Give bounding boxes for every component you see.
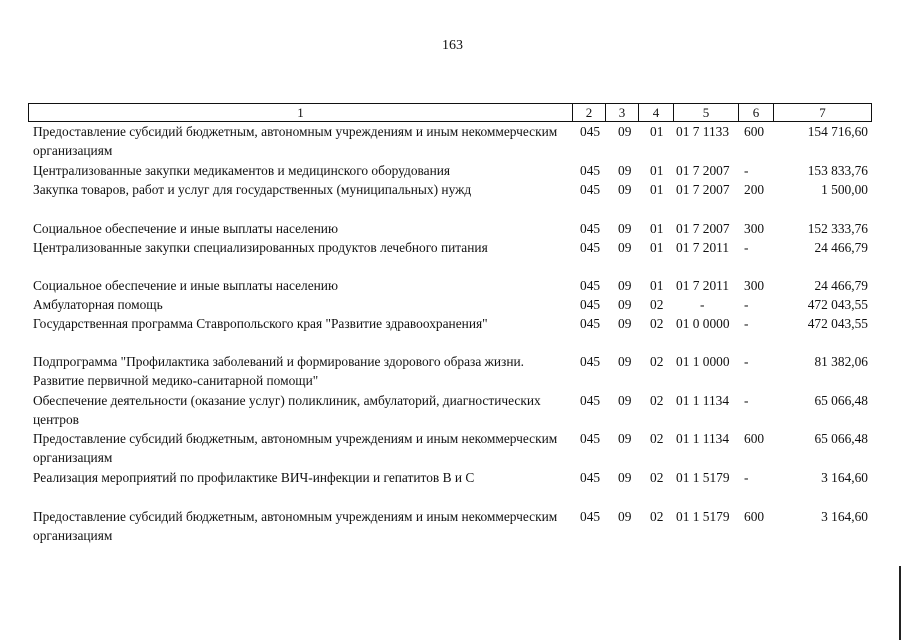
row-col-6: - — [744, 354, 749, 369]
header-col-7: 7 — [819, 105, 826, 120]
row-col-3: 09 — [618, 297, 632, 312]
row-col-2: 045 — [580, 221, 601, 236]
row-col-4: 02 — [650, 354, 664, 369]
row-col-6: - — [744, 240, 749, 255]
row-col-5: 01 7 2007 — [676, 163, 730, 178]
row-col-6: - — [744, 297, 749, 312]
header-col-2: 2 — [573, 104, 606, 121]
header-col-5: 5 — [674, 104, 739, 121]
row-col-6: - — [744, 163, 749, 178]
row-col-5: 01 1 5179 — [676, 470, 730, 485]
row-col-7: 65 066,48 — [814, 431, 868, 446]
row-col-2: 045 — [580, 470, 601, 485]
row-col-4: 02 — [650, 393, 664, 408]
row-col-5: 01 1 0000 — [676, 354, 730, 369]
row-col-5: 01 7 2007 — [676, 182, 730, 197]
row-col-2: 045 — [580, 297, 601, 312]
row-col-7: 3 164,60 — [821, 509, 868, 524]
row-col-3: 09 — [618, 124, 632, 139]
row-col-4: 02 — [650, 297, 664, 312]
header-col-1: 1 — [29, 104, 573, 121]
row-col-7: 472 043,55 — [807, 297, 868, 312]
row-col-2: 045 — [580, 509, 601, 524]
row-col-5: 01 7 2007 — [676, 221, 730, 236]
row-col-7: 24 466,79 — [814, 240, 868, 255]
row-col-3: 09 — [618, 509, 632, 524]
row-col-4: 02 — [650, 470, 664, 485]
row-col-7: 3 164,60 — [821, 470, 868, 485]
row-col-5: 01 7 2011 — [676, 240, 730, 255]
row-col-6: 600 — [744, 124, 765, 139]
row-name: Централизованные закупки медикаментов и медицинского оборудования — [33, 163, 451, 178]
row-col-4: 01 — [650, 240, 664, 255]
row-col-3: 09 — [618, 470, 632, 485]
row-col-5: 01 1 1134 — [676, 393, 730, 408]
header-col-3: 3 — [606, 104, 639, 121]
row-col-7: 24 466,79 — [814, 278, 868, 293]
row-name: Социальное обеспечение и иные выплаты населению — [33, 221, 338, 236]
row-col-5: 01 0 0000 — [676, 316, 730, 331]
scan-edge-mark — [899, 566, 901, 640]
row-col-2: 045 — [580, 393, 601, 408]
row-col-6: 300 — [744, 221, 765, 236]
row-col-2: 045 — [580, 354, 601, 369]
row-col-5: 01 7 2011 — [676, 278, 730, 293]
row-col-7: 154 716,60 — [807, 124, 868, 139]
row-col-2: 045 — [580, 431, 601, 446]
row-col-5: 01 1 5179 — [676, 509, 730, 524]
row-col-7: 152 333,76 — [807, 221, 868, 236]
row-name: Предоставление субсидий бюджетным, автономным учреждениям и иным некоммерческим организациям — [33, 124, 558, 158]
row-col-6: 200 — [744, 182, 765, 197]
row-col-4: 01 — [650, 163, 664, 178]
row-col-3: 09 — [618, 221, 632, 236]
row-col-4: 02 — [650, 316, 664, 331]
row-col-7: 81 382,06 — [814, 354, 868, 369]
row-col-2: 045 — [580, 316, 601, 331]
row-name: Централизованные закупки специализированных продуктов лечебного питания — [33, 240, 488, 255]
row-name: Подпрограмма "Профилактика заболеваний и формирование здорового образа жизни. Развитие первичной медико-санитарной помощи" — [33, 354, 524, 388]
row-col-3: 09 — [618, 240, 632, 255]
row-col-3: 09 — [618, 278, 632, 293]
row-col-3: 09 — [618, 393, 632, 408]
row-col-7: 472 043,55 — [807, 316, 868, 331]
row-col-3: 09 — [618, 182, 632, 197]
row-col-2: 045 — [580, 124, 601, 139]
row-col-4: 02 — [650, 431, 664, 446]
row-col-6: - — [744, 470, 749, 485]
page-number: 163 — [442, 38, 463, 53]
row-col-3: 09 — [618, 163, 632, 178]
row-col-6: - — [744, 316, 749, 331]
row-name: Социальное обеспечение и иные выплаты населению — [33, 278, 338, 293]
row-col-4: 02 — [650, 509, 664, 524]
row-col-2: 045 — [580, 163, 601, 178]
row-col-4: 01 — [650, 278, 664, 293]
header-col-6: 6 — [739, 104, 774, 121]
row-col-7: 1 500,00 — [821, 182, 868, 197]
row-col-2: 045 — [580, 278, 601, 293]
row-col-4: 01 — [650, 182, 664, 197]
row-name: Государственная программа Ставропольского края "Развитие здравоохранения" — [33, 316, 488, 331]
table-header — [28, 103, 872, 122]
row-col-2: 045 — [580, 182, 601, 197]
row-col-6: 300 — [744, 278, 765, 293]
row-col-6: - — [744, 393, 749, 408]
row-col-3: 09 — [618, 354, 632, 369]
row-name: Закупка товаров, работ и услуг для государственных (муниципальных) нужд — [33, 182, 472, 197]
row-name: Обеспечение деятельности (оказание услуг) поликлиник, амбулаторий, диагностических центров — [33, 393, 541, 427]
row-col-3: 09 — [618, 431, 632, 446]
row-col-7: 153 833,76 — [807, 163, 868, 178]
row-col-2: 045 — [580, 240, 601, 255]
row-col-5: 01 7 1133 — [676, 124, 730, 139]
row-name: Реализация мероприятий по профилактике ВИЧ-инфекции и гепатитов В и С — [33, 470, 475, 485]
row-col-4: 01 — [650, 221, 664, 236]
row-name: Амбулаторная помощь — [33, 297, 163, 312]
row-name: Предоставление субсидий бюджетным, автономным учреждениям и иным некоммерческим организациям — [33, 509, 558, 543]
row-col-5: 01 1 1134 — [676, 431, 730, 446]
row-col-6: 600 — [744, 431, 765, 446]
row-col-5: - — [700, 297, 705, 312]
row-col-7: 65 066,48 — [814, 393, 868, 408]
row-col-6: 600 — [744, 509, 765, 524]
row-col-3: 09 — [618, 316, 632, 331]
row-name: Предоставление субсидий бюджетным, автономным учреждениям и иным некоммерческим организациям — [33, 431, 558, 465]
header-col-4: 4 — [639, 104, 674, 121]
row-col-4: 01 — [650, 124, 664, 139]
